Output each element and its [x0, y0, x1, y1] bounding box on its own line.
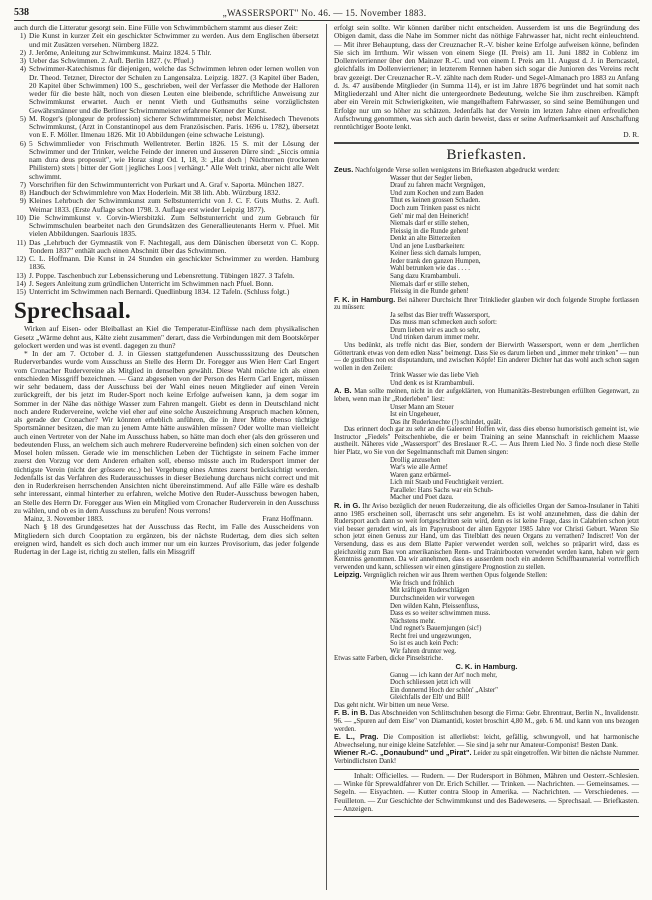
item-number: 2) [19, 47, 26, 57]
addressee-rig: R. in G. [334, 500, 361, 510]
reply-ab-parallel: Parallele: Hans Sachs war ein Schuh- [390, 486, 494, 494]
item-text: Unterricht im Schwimmen nach Bernardi. Quedlinburg 1834. 12 Tafeln. (Schluss folgt.) [29, 287, 290, 296]
editor-reply-continued: erfolgt sein sollte. Wir können darüber nicht entscheiden. Ausserdem ist uns die Begründung des Obigen damit, dass die Nahe im Sommer nicht das nöthige Fahrwasser hat, nicht recht einleuchtend. — Mit ihrer Behauptung, dass der Creuznacher R.-V. bisher keine Erfolge aufweisen könne, befinden Sie sich im Irrthum. Wir wissen von einem Siege (II. Preis) am 11. Juni 1882 in Coblenz im Dollenvierrienner über den Mainzer R.-C. und von einem I. Preis am 11. August d. J. in Berncastel, gleichfalls im Dollenvierriener; in letzterem Rennen haben sich sogar die Junioren des Vereins recht brav gezeigt. Der Creuznacher R.-V. zählte nach dem Ruder- und Segel-Almanach pro 1883 zu Anfang d. Js. 47 ausübende Mitglieder (in Summa 114), er ist im Jahre 1876 begründet und hat somit nach Mitgliederzahl und Alter nicht die untergeordnete Bedeutung, welche Sie ihm zuschreiben. Kämpft aber ein Verein mit Schwierigkeiten, wie mangelhaftem Fahrwasser, so sind seine Bemühungen und Erfolge nur um so höher zu schätzen. Jedenfalls hat der Verein im letzten Jahre einen erfreulichen Aufschwung genommen, was sich auch darin beweist, dass er seine Aufmerksamkeit auf Anschaffung renntüchtiger Boote lenkt. [334, 24, 639, 131]
poem-line: Wie frisch und fröhlich [390, 579, 455, 587]
poem-line: Unser Mann am Steuer [390, 403, 454, 411]
literature-item [14, 65, 319, 115]
poem-line: Drauf zu fahren macht Vergnügen, [390, 182, 486, 190]
contents-text: Officielles. — Rudern. — Der Rudersport in Böhmen, Mähren und Oesterr.-Schlesien. — Winke für Sprewaldfahrer von Dr. Erich Schiller. — Trinken. — Nachrichten. — Gemeinsames. — Segeln. — Eisyachten. — Kutter contra Sloop in Amerika. — Nachrichten. — Verschiedenes. — Feuilleton. — Zur Geschichte der Schwimmkunst und des Badewesens. — Sprechsaal. — Briefkasten. — Anzeigen. [334, 770, 639, 814]
item-text: J. Poppe. Taschenbuch zur Lebenssicherung und Lebensrettung. Tübingen 1827. 3 Tafeln. [29, 270, 295, 280]
item-text: 5 Schwimmlieder von Frischmuth Wellentreter. Berlin 1826. 15 S. mit der Lösung der Schwimmer und der Trinker, welche Feinde der inneren und äusseren Dürre sind: „Siccis omnia nam dura deus proposuit", wie Horaz singt Od. I, 18, 3: „Hat doch | Nüchternen (trockenen Philistern) stets | bitter der Gott | jegliches Loos | verhängt." Alle Welt trinkt, aber nicht alle Welt schwimmt. [29, 138, 319, 181]
poem-line: Recht frei und ungezwungen, [390, 632, 472, 640]
column-divider [326, 24, 327, 890]
left-column [14, 24, 319, 890]
item-number: 7) [19, 179, 26, 189]
reply-text: Man sollte meinen, nicht in der aufgeklärten, von Humanitäts-Bestrebungen erfüllten Gegenwart, zu leben, wenn man ihr „Ruderleben" liest: [334, 388, 639, 404]
addressee-fbib: F. B. in B. [334, 708, 368, 718]
poem-line: Ein donnernd Hoch der schön' „Alster" [390, 686, 498, 694]
item-text: Schwimmer-Katechismus für diejenigen, welche das Schwimmen lehren oder lernen wollen von Dr. Theod. Tetzner, Director der Schulen zu Langensalza. Leipzig. 1827. (3 Kapitel über Baden, 20 Kapitel über Schwimmen) 100 S., geschrieben, weil der Verfasser die Methode der Halloren weder für die beste hält, noch von diesen Leuten eine bleibende, schriftliche Anweisung zur Schwimmkunst erwartet. Auch er nennt Vieth und Guthsmuths seine vorzüglichsten Gewährsmänner und die Berliner Schwimmmeister erfahrene Kenner der Kunst. [29, 64, 319, 115]
literature-item [14, 239, 319, 256]
literature-item [14, 32, 319, 49]
poem-alster [334, 672, 639, 702]
poem-line: Niemals darf er stille stehen, [390, 220, 470, 228]
literature-item [14, 255, 319, 272]
reply-text: Nachfolgende Verse sollen wenigstens im Briefkasten abgedruckt werden: [355, 167, 560, 175]
page-header [14, 4, 640, 21]
item-text: Vorschriften für den Schwimmunterricht von Purkart und A. Graf v. Saporta. München 1827. [29, 179, 304, 189]
reply-text: Ihr Aviso bezüglich der neuen Ruderzeitung, die als officielles Organ der Samoa-Insulaner in Tahiti anno 1985 erscheinen soll, überrascht uns sehr angenehm. Es ist wohl anzunehmen, dass die dahin der Rudersport auch dann so weit fortgeschritten sein wird, denn es ist keine Frage, dass in Calabrien schon jetzt viel besser gerudert wird, als im Papyrusboot der alten Egypter 1985 Jahre vor Christi Geburt. Waren Sie schon jetzt einen Genuss zur Hand, um das Titelblatt des neuen Organs zu verrathen? Indiscret! Von der Versendung, dass es aus dem Blatte Papier verwendet werden soll, welches so präparirt wird, dass es gleichzeitig zum Bau von amerikanischen Renn- und Trainirbooten verwendet werden kann, haben wir gern Kenntniss genommen. Da wir annehmen, dass es ausserdem noch ein anderen Schiffbaumaterial vortrefflich verwenden und kann, schliessen wir einen günstigere Prognostion zu stellen. [334, 502, 639, 571]
poem-line: Ganug — ich kann der Art' noch mehr, [390, 671, 497, 679]
item-number: 14) [16, 278, 26, 288]
item-number: 9) [19, 196, 26, 206]
poem-leipzig [334, 580, 639, 655]
item-text: J. Segers Anleitung zum gründlichen Unterricht im Schwimmen nach Pfuel. Bonn. [29, 278, 274, 288]
poem-line: Jeder trank den ganzen Humpen, [390, 257, 481, 265]
addressee-wiener: Wiener R.-C. „Donaubund" und „Pirat". [334, 748, 472, 758]
poem-line: Drollig anzusehen [390, 456, 441, 464]
poem-line: Und trinken darum immer mehr. [390, 334, 480, 342]
letter-wiener [334, 749, 639, 765]
poem-line: Fleissig in die Runde gehen! [390, 288, 469, 296]
reply-text: Das Abschneiden von Schlittschuhen besorgt die Firma: Gebr. Ehrentraut, Berlin N., Invalidenstr. 96. — „Spuren auf dem Eise" von Diamantidi, kostet broschirt 4,80 M., geb. 6 M. und kann von uns bezogen werden. [334, 710, 639, 733]
addressee-leipzig: Leipzig. [334, 570, 362, 580]
poem-line: Keiner liess sich damals lumpen, [390, 250, 481, 258]
item-text: Handbuch der Schwimmlehre von Max Hoderlein. Mit 38 lith. Abb. Würzburg 1832. [29, 188, 281, 197]
contents-label: Inhalt: [354, 770, 374, 780]
page-number: 538 [14, 7, 29, 18]
section-rule [334, 142, 639, 144]
item-text: M. Roger's (plongeur de profession) sicherer Schwimmmeister, nebst Melchisedech Thevenots Schwimmkunst, (Arzt in Constantinopel aus dem Französischen. Paris. 1696 u. 1782), übersetzt von E. F. Möller. Ilmenau 1826. Mit 10 Abbildungen (eine schwache Leistung). [29, 113, 319, 140]
poem-line: Nächstens mehr. [390, 617, 436, 625]
letter-rig [334, 502, 639, 571]
editor-reply-start: Nach § 18 des Grundgesetzes hat der Ausschuss das Recht, im Falle des Ausscheidens von Mitgliedern sich durch Cooptation zu ergänzen, bis der nächste Rudertag, dem dies sich selten ereignen wird, handelt es sich doch auch immer nur um ein kurzes Provisorium, das jeder folgende Rudertag in der Lage ist, richtig zu stellen, falls ein Missgriff [14, 522, 319, 556]
poem-line: Wasser thut der Segler lieben, [390, 174, 473, 182]
poem-line: Und an jene Lustbarkeiten: [390, 242, 465, 250]
poem-line: Den wilden Kahn, Pleissenfluss, [390, 602, 480, 610]
item-number: 10) [16, 212, 26, 222]
item-text: C. L. Hoffmann. Die Kunst in 24 Stunden ein geschickter Schwimmer zu werden. Hamburg 1836. [29, 254, 319, 272]
poem-line: Niemals darf er stille stehen, [390, 280, 470, 288]
briefkasten-heading: Briefkasten. [446, 147, 527, 164]
poem-segelmannschaft [334, 457, 639, 487]
item-text: J. Jerôme, Anleitung zur Schwimmkunst. Mainz 1824. 5 Thlr. [29, 47, 212, 57]
newspaper-page [14, 4, 640, 894]
poem-line: Mit kräftigen Ruderschlägen [390, 587, 470, 595]
poem-line: Und regnet's Bauernjungen (sic!) [390, 625, 482, 633]
letter-ab [334, 387, 639, 403]
poem-ruderleben [334, 404, 639, 427]
poem-line: Dass es so weiter schwimmen muss. [390, 610, 491, 618]
poem-line: Sang dazu Krambambuli. [390, 272, 461, 280]
item-text: Das „Lehrbuch der Gymnastik von F. Nachtegall, aus dem Dänischen übersetzt von C. Kopp. Tondern 1837" enthält auch einen Abschnitt über das Schwimmen. [29, 237, 319, 255]
poem-line: Drum lieben wir es auch so sehr, [390, 326, 481, 334]
item-text: Die Schwimmkunst v. Corvin-Wiersbitzki. Zum Selbstunterricht und zum Gebrauch für Schwimmschulen bearbeitet nach den Grundsätzen des Generallieutenants Herrn v. Pfuel. Mit vielen Abbildungen. Saarlouis 1835. [29, 212, 319, 239]
poem-line: Durchschneiden wir vorwegen [390, 595, 475, 602]
poem-line: Denkt an alte Bitterzeiten [390, 235, 461, 243]
sprechsaal-letter: * In der am 7. October d. J. in Giessen stattgefundenen Ausschusssitzung des Deutschen Ruderverbandes wurde vom Ausschuss an Stelle des Herrn Dr. Foregger aus Wien Herr Carl Engert vom Cronacher Rudervereine als Mitglied in denselben gewählt. Diese Wahl möchte ich als einen entschieden Missgriff bezeichnen. — Ganz abgesehen von der Person des Herrn Carl Engert, müssen wir sehr bedauern, dass der Ausschuss bei der Wahl eines neuen Mitglieder auf einen Verein zurückgreift, der bis jetzt im Ruder-Sport noch keine Erfolge aufweisen kann, ja dem sogar im Sommer in der Nähe das nöthige Wasser zum Fahren mangelt. Giebt es denn in Deutschland nicht noch andere Rudervereine, welche viel eher auf eine solche Auszeichnung Anspruch machen können, als gerade der Cronacher? Wir könnten erheblich anführen, die in ihrer Mitte ebenso tüchtige Sportsmänner besitzen, die man zu jenem Amte hätte auswählen müssen? Oder wollte man vielleicht auch einen Vertreter von der Nahe im Ausschuss haben, so hätte man doch eher (als den grösseren und bedeutenden Fluss, an welchem sich auch mehrere Rudervereine befinden) sich einen solchen von der Mosel holen müssen. Gerade wie im menschlichen Leben der Tüchtigste in seinem Fache immer zuerst den Vorzug vor dem Anderen erhalten soll, ebenso müsste auch im Rudersport immer der tüchtigste Verein (nicht der grössere etc.) bei Vergebung eines Amtes zuerst berücksichtigt werden. Jedenfalls ist das Verfahren des Ruderausschusses in dieser Beziehung durchaus nicht correct und mit den in Ruderkreisen herrschenden Ansichten nicht übereinstimmend. Auf alle Fälle wäre es deshalb sehr interessant, einmal hinterher zu erfahren, welche Motive den Ruder-Ausschuss bewogen haben, an Stelle des Herrn Dr. Foregger aus Wien ein Mitglied vom Cronacher Ruderverein in den Ausschuss zu wählen, und ob es in dem Ausschuss zu berufen! Nous verrons! [14, 349, 319, 515]
poem-line: Und zum Kochen und zum Baden [390, 189, 484, 197]
signature-place: Mainz, 3. November 1883. [24, 514, 104, 523]
reply-ab-continued: Das erinnert doch gar zu sehr an die Galeeren! Hoffen wir, dass dies ebenso humoristisch gemeint ist, wie Instructor „Fiedels" Peitschenhiebe, die er beim Training an seine Mannschaft in reichlichem Maasse austheilt. Näheres vide „Wassersport" des Breslauer R.-C. — Aus Ihrem Lied No. 3 finde noch diese Stelle hier Platz, wo Sie von der Segelmannschaft mit Damen singen: [334, 426, 639, 457]
poem-line: Fleissig in die Runde gehen! [390, 227, 469, 235]
literature-item [14, 197, 319, 214]
poem-line: Wahl betrunken wie das . . . . [390, 265, 471, 273]
running-title: „WASSERSPORT" No. 46. — 15. November 1883. [222, 8, 427, 18]
poem-hans-sachs [334, 494, 639, 502]
poem-line: Macher und Poet dazu. [390, 494, 454, 502]
item-number: 6) [19, 138, 26, 148]
reply-text: Bei näherer Durchsicht Ihrer Trinklieder glauben wir doch folgende Strophe fortlassen zu müssen: [334, 296, 639, 312]
item-text: Die Kunst in kurzer Zeit ein geschickter Schwimmer zu werden. Aus dem Englischen übersetzt und mit Zusätzen versehen. Nürnberg 1822. [29, 31, 319, 49]
right-column [334, 24, 639, 890]
item-number: 3) [19, 56, 26, 65]
addressee-fk: F. K. in Hamburg. [334, 294, 396, 304]
columns [14, 24, 640, 890]
item-number: 13) [16, 270, 26, 280]
poem-line: Wir fahren drunter weg. [390, 647, 457, 655]
poem-line: Und denk es ist Krambambuli. [390, 379, 475, 387]
sprechsaal-question: Wirken auf Eisen- oder Bleiballast an Kiel die Temperatur-Einflüsse nach dem physikalischen Gesetz „Wärme dehnt aus, Kälte zieht zusammen" derart, dass die Verbindungen mit dem Bootskörper gelockert werden und was ist eventl. dagegen zu thun? [14, 324, 319, 350]
reply-text: Leider zu spät eingetroffen. Wir bitten die nächste Nummer. Verbindlichsten Dank! [334, 750, 639, 765]
letter-leipzig [334, 571, 639, 580]
literature-item [14, 115, 319, 140]
poem-line: So ist es auch kein Pech: [390, 640, 459, 648]
reply-leipzig-continued: Etwas satte Farben, dicke Pinselstriche. [334, 655, 444, 663]
poem-line: Ist ein Ungeheuer, [390, 411, 441, 419]
literature-item [14, 140, 319, 181]
item-text: Kleines Lehrbuch der Schwimmkunst zum Selbstunterricht von J. C. F. Guts Muths. 2. Aufl. Weimar 1833. (Erste Auflage schon 1798. 3. Auflage erst wieder Leipzig 1877). [29, 196, 319, 214]
poem-line: Das muss man schmecken auch sofort: [390, 319, 497, 327]
item-number: 12) [16, 254, 26, 263]
addressee-zeus: Zeus. [334, 165, 354, 175]
addressee-ck: C. K. in Hamburg. [455, 661, 518, 671]
poem-krambambuli [334, 372, 639, 387]
poem-line: Doch schliessen jetzt ich will [390, 679, 471, 687]
item-number: 11) [16, 237, 26, 247]
table-of-contents [334, 769, 639, 817]
literature-item [14, 288, 319, 296]
reply-text: Vergnüglich reichen wir aus Ihrem werthen Opus folgende Stellen: [363, 572, 548, 580]
letter-el [334, 733, 639, 749]
letter-fk [334, 296, 639, 312]
literature-intro: auch durch die Litteratur gesorgt sein. Eine Fülle von Schwimmbüchern stammt aus dieser Zeit: [14, 24, 298, 32]
poem-line: Geh' mir mal den Heinerich! [390, 212, 469, 220]
letter-fbib [334, 709, 639, 733]
poem-line: Thut es keinen grossen Schaden. [390, 197, 481, 205]
poem-zeus [334, 175, 639, 296]
reply-fk-continued: Uns bedünkt, als treffe nicht das Bier, sondern der Bierwirth Wassersport, wenn er dem „herrlichen Göttertrank etwas von dem edlen Nass" beimengt. Dass Sie es darum lieben und „immer mehr trinken" — nun — de gustibus non est disputandum, und zwischen Köpfe! Ein anderer Dichter hat das wohl auch schon sagen wollen in den Zeilen: [334, 341, 639, 372]
editor-reply-signature: D. R. [623, 130, 639, 140]
item-number: 8) [19, 188, 26, 197]
sprechsaal-heading: Sprechsaal. [14, 298, 132, 324]
addressee-ab: A. B. [334, 386, 352, 396]
reply-ck: Das geht nicht. Wir bitten um neue Verse. [334, 701, 449, 709]
item-text: Ueber das Schwimmen. 2. Aufl. Berlin 1827. (v. Pfuel.) [29, 56, 194, 65]
signature-name: Franz Hoffmann. [262, 514, 313, 523]
item-number: 1) [19, 31, 26, 41]
poem-line: Gleichfalls der Elb' und Bill! [390, 694, 470, 702]
poem-line: Das ihr Ruderknechte (!) schindet, quält. [390, 418, 503, 426]
literature-list [14, 32, 319, 296]
poem-line: Waren ganz erbärmel- [390, 471, 452, 479]
letter-ck [334, 663, 639, 672]
poem-line: War's wie alle Arme! [390, 464, 448, 472]
addressee-el: E. L., Prag. [334, 732, 379, 742]
item-number: 5) [19, 113, 26, 123]
poem-line: Doch zum Trinken passt es nicht [390, 205, 481, 213]
literature-item [14, 214, 319, 239]
poem-line: Trink Wasser wie das liebe Vieh [390, 372, 479, 380]
poem-fk-strophe [334, 312, 639, 342]
letter-zeus [334, 166, 639, 175]
poem-line: Ja selbst das Bier trefft Wassersport, [390, 311, 490, 319]
reply-text: Die Composition ist allerliebst: leicht, gefällig, schwungvoll, und hat harmonische Abwechselung, nur einige kleine Satzfehler. — Sie sind ja sehr nur Amateur-Componist! Besten Dank. [334, 734, 639, 749]
item-number: 4) [19, 64, 26, 74]
poem-line: Lich mit Staub und Feuchtigkeit verziert. [390, 479, 504, 487]
item-number: 15) [16, 287, 26, 296]
